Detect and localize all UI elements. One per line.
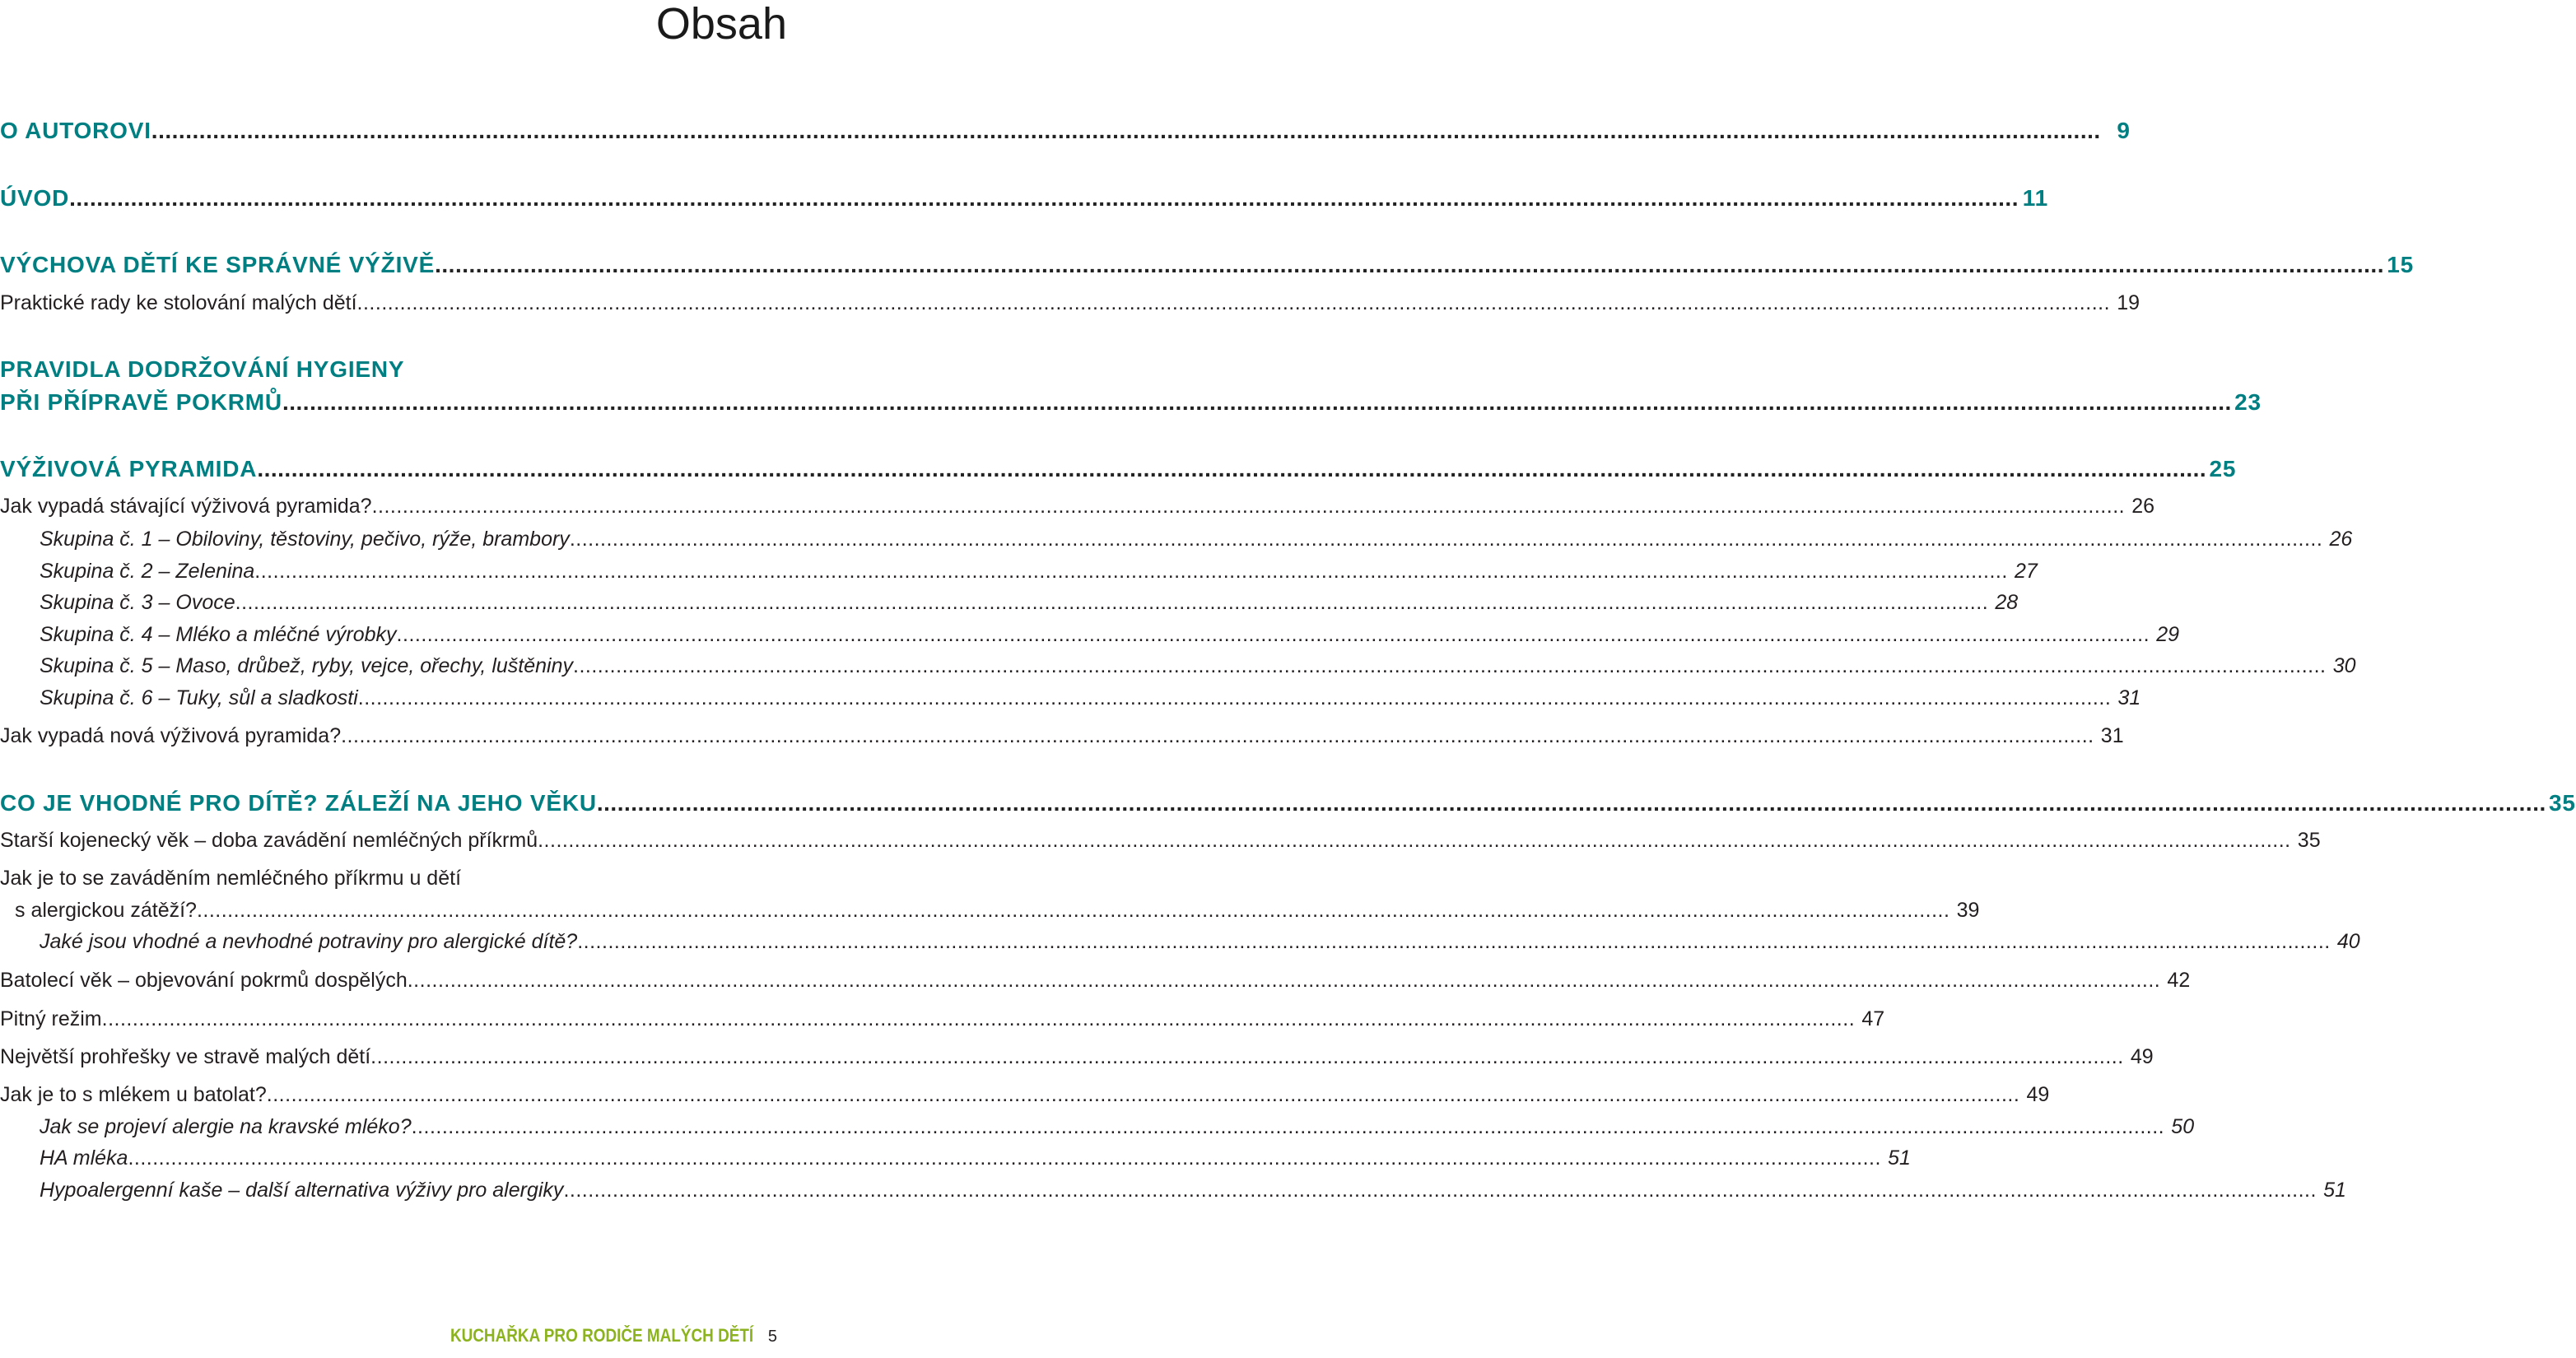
- toc-entry-prakticke-rady[interactable]: [0, 291, 2140, 315]
- toc-entry-title: Jak se projeví alergie na kravské mléko?: [40, 1115, 412, 1138]
- toc-page-number: 30: [2332, 654, 2356, 677]
- toc-entry-title: Skupina č. 5 – Maso, drůbež, ryby, vejce, ořechy, luštěniny: [40, 654, 573, 677]
- toc-page-number: 11: [2022, 185, 2048, 211]
- footer-page-number: 5: [767, 1328, 777, 1346]
- toc-leader-dots: [412, 1115, 2165, 1139]
- toc-entry-title: ÚVOD: [0, 185, 70, 211]
- toc-page-number: 23: [2234, 389, 2262, 415]
- toc-leader-dots: [282, 389, 2232, 416]
- toc-leader-dots: [577, 930, 2331, 954]
- toc-entry-alergie-kravske-mleko[interactable]: [0, 1115, 2195, 1139]
- toc-entry-prohresky[interactable]: [0, 1045, 2154, 1069]
- toc-entry-title: Skupina č. 3 – Ovoce: [40, 591, 235, 614]
- toc-entry-pitny-rezim[interactable]: [0, 1007, 1885, 1031]
- toc-entry-title: Jak vypadá stávající výživová pyramida?: [0, 495, 372, 518]
- toc-leader-dots: [69, 185, 2019, 212]
- toc-page-number: 35: [2297, 829, 2321, 852]
- toc-leader-dots: [102, 1007, 1856, 1031]
- toc-page-number: 27: [2014, 560, 2038, 583]
- toc-entry-title: Jaké jsou vhodné a nevhodné potraviny pro alergické dítě?: [40, 930, 578, 953]
- toc-entry-skupina-4[interactable]: [0, 623, 2180, 647]
- toc-leader-dots: [408, 969, 2161, 993]
- toc-entry-title: VÝCHOVA DĚTÍ KE SPRÁVNÉ VÝŽIVĚ: [0, 252, 436, 277]
- toc-page-number: 29: [2156, 623, 2180, 646]
- toc-page-number: 50: [2171, 1115, 2195, 1138]
- toc-page-number: 47: [1861, 1007, 1885, 1030]
- toc-entry-pravidla[interactable]: [0, 389, 2262, 416]
- toc-entry-title: Praktické rady ke stolování malých dětí: [0, 291, 357, 314]
- toc-leader-dots: [357, 291, 2111, 315]
- toc-leader-dots: [257, 456, 2206, 482]
- toc-page-number: 51: [1888, 1146, 1911, 1170]
- toc-entry-title: HA mléka: [40, 1146, 128, 1170]
- toc-entry-alergicka-zatez-line1[interactable]: Jak je to se zaváděním nemléčného příkrmu u dětí: [0, 867, 462, 890]
- toc-entry-hypoalergenni-kase[interactable]: [0, 1179, 2346, 1202]
- toc-page-number: 51: [2323, 1179, 2346, 1202]
- toc-leader-dots: [563, 1179, 2317, 1202]
- toc-entry-title: PŘI PŘÍPRAVĚ POKRMŮ: [0, 389, 282, 415]
- toc-page-number: 31: [2117, 686, 2141, 709]
- toc-entry-title: Jak je to s mlékem u batolat?: [0, 1083, 267, 1106]
- toc-entry-title: Největší prohřešky ve stravě malých dětí: [0, 1045, 371, 1068]
- toc-entry-alergicka-zatez[interactable]: [0, 899, 1980, 923]
- toc-entry-title: Jak vypadá nová výživová pyramida?: [0, 724, 342, 747]
- toc-leader-dots: [597, 790, 2546, 816]
- toc-entry-uvod[interactable]: [0, 185, 2048, 212]
- toc-page-number: 19: [2117, 291, 2140, 314]
- toc-leader-dots: [197, 899, 1950, 923]
- toc-leader-dots: [235, 591, 1989, 615]
- toc-page-number: 26: [2131, 495, 2155, 518]
- page-title: Obsah: [655, 0, 787, 49]
- toc-leader-dots: [435, 252, 2384, 278]
- toc-entry-title: Skupina č. 1 – Obiloviny, těstoviny, pečivo, rýže, brambory: [40, 528, 570, 551]
- footer-book-title: KUCHAŘKA PRO RODIČE MALÝCH DĚTÍ: [450, 1325, 753, 1346]
- toc-page-number: 31: [2100, 724, 2124, 747]
- toc-page-number: 28: [1995, 591, 2019, 614]
- toc-leader-dots: [151, 118, 2101, 144]
- toc-page-number: 42: [2167, 969, 2191, 992]
- toc-page-number: 49: [2130, 1045, 2154, 1068]
- page-footer: [401, 1325, 777, 1346]
- toc-entry-stavajici-pyramida[interactable]: [0, 495, 2155, 519]
- toc-entry-skupina-3[interactable]: [0, 591, 2019, 615]
- toc-entry-o-autorovi[interactable]: [0, 118, 2131, 144]
- toc-page-number: 35: [2549, 790, 2576, 816]
- toc-entry-batoleci-vek[interactable]: [0, 969, 2191, 993]
- toc-entry-title: Skupina č. 6 – Tuky, sůl a sladkosti: [40, 686, 358, 709]
- toc-entry-vychova[interactable]: [0, 252, 2414, 278]
- toc-leader-dots: [267, 1083, 2020, 1107]
- toc-leader-dots: [358, 686, 2112, 710]
- toc-leader-dots: [538, 829, 2291, 853]
- toc-entry-title: Hypoalergenní kaše – další alternativa výživy pro alergiky: [40, 1179, 564, 1202]
- toc-leader-dots: [397, 623, 2150, 647]
- toc-page-number: 49: [2026, 1083, 2050, 1106]
- toc-entry-title: Pitný režim: [0, 1007, 102, 1030]
- toc-leader-dots: [570, 528, 2323, 551]
- toc-entry-mleko-batolat[interactable]: [0, 1083, 2050, 1107]
- toc-entry-title: Skupina č. 2 – Zelenina: [40, 560, 255, 583]
- toc-page-number: 25: [2209, 456, 2237, 481]
- toc-entry-title: VÝŽIVOVÁ PYRAMIDA: [0, 456, 258, 481]
- toc-entry-nova-pyramida[interactable]: [0, 724, 2124, 748]
- toc-entry-title: CO JE VHODNÉ PRO DÍTĚ? ZÁLEŽÍ NA JEHO VĚKU: [0, 790, 597, 816]
- toc-page-number: 40: [2336, 930, 2360, 953]
- toc-entry-vhodne-potraviny[interactable]: [0, 930, 2360, 954]
- toc-entry-title: O AUTOROVI: [0, 118, 151, 143]
- toc-entry-pravidla-line1[interactable]: PRAVIDLA DODRŽOVÁNÍ HYGIENY: [0, 356, 405, 382]
- toc-entry-title: Batolecí věk – objevování pokrmů dospělých: [0, 969, 408, 992]
- toc-entry-kojenecky-vek[interactable]: [0, 829, 2321, 853]
- toc-leader-dots: [573, 654, 2327, 678]
- toc-page-number: 15: [2387, 252, 2414, 277]
- toc-entry-title: s alergickou zátěží?: [15, 899, 197, 922]
- toc-page-number: 9: [2117, 118, 2131, 143]
- toc-entry-vyzivova-pyramida[interactable]: [0, 456, 2237, 482]
- toc-entry-title: Skupina č. 4 – Mléko a mléčné výrobky: [40, 623, 397, 646]
- toc-entry-skupina-6[interactable]: [0, 686, 2141, 710]
- toc-leader-dots: [372, 495, 2126, 519]
- toc-entry-ha-mleka[interactable]: [0, 1146, 1911, 1170]
- toc-page-number: 26: [2329, 528, 2353, 551]
- toc-entry-skupina-1[interactable]: [0, 528, 2353, 551]
- toc-leader-dots: [341, 724, 2094, 748]
- toc-entry-co-je-vhodne[interactable]: [0, 790, 2576, 816]
- toc-leader-dots: [370, 1045, 2124, 1069]
- toc-entry-title: Starší kojenecký věk – doba zavádění nemléčných příkrmů: [0, 829, 538, 852]
- toc-leader-dots: [254, 560, 2008, 584]
- toc-entry-skupina-2[interactable]: [0, 560, 2038, 584]
- toc-entry-skupina-5[interactable]: [0, 654, 2356, 678]
- toc-leader-dots: [128, 1146, 1881, 1170]
- toc-page-number: 39: [1956, 899, 1980, 922]
